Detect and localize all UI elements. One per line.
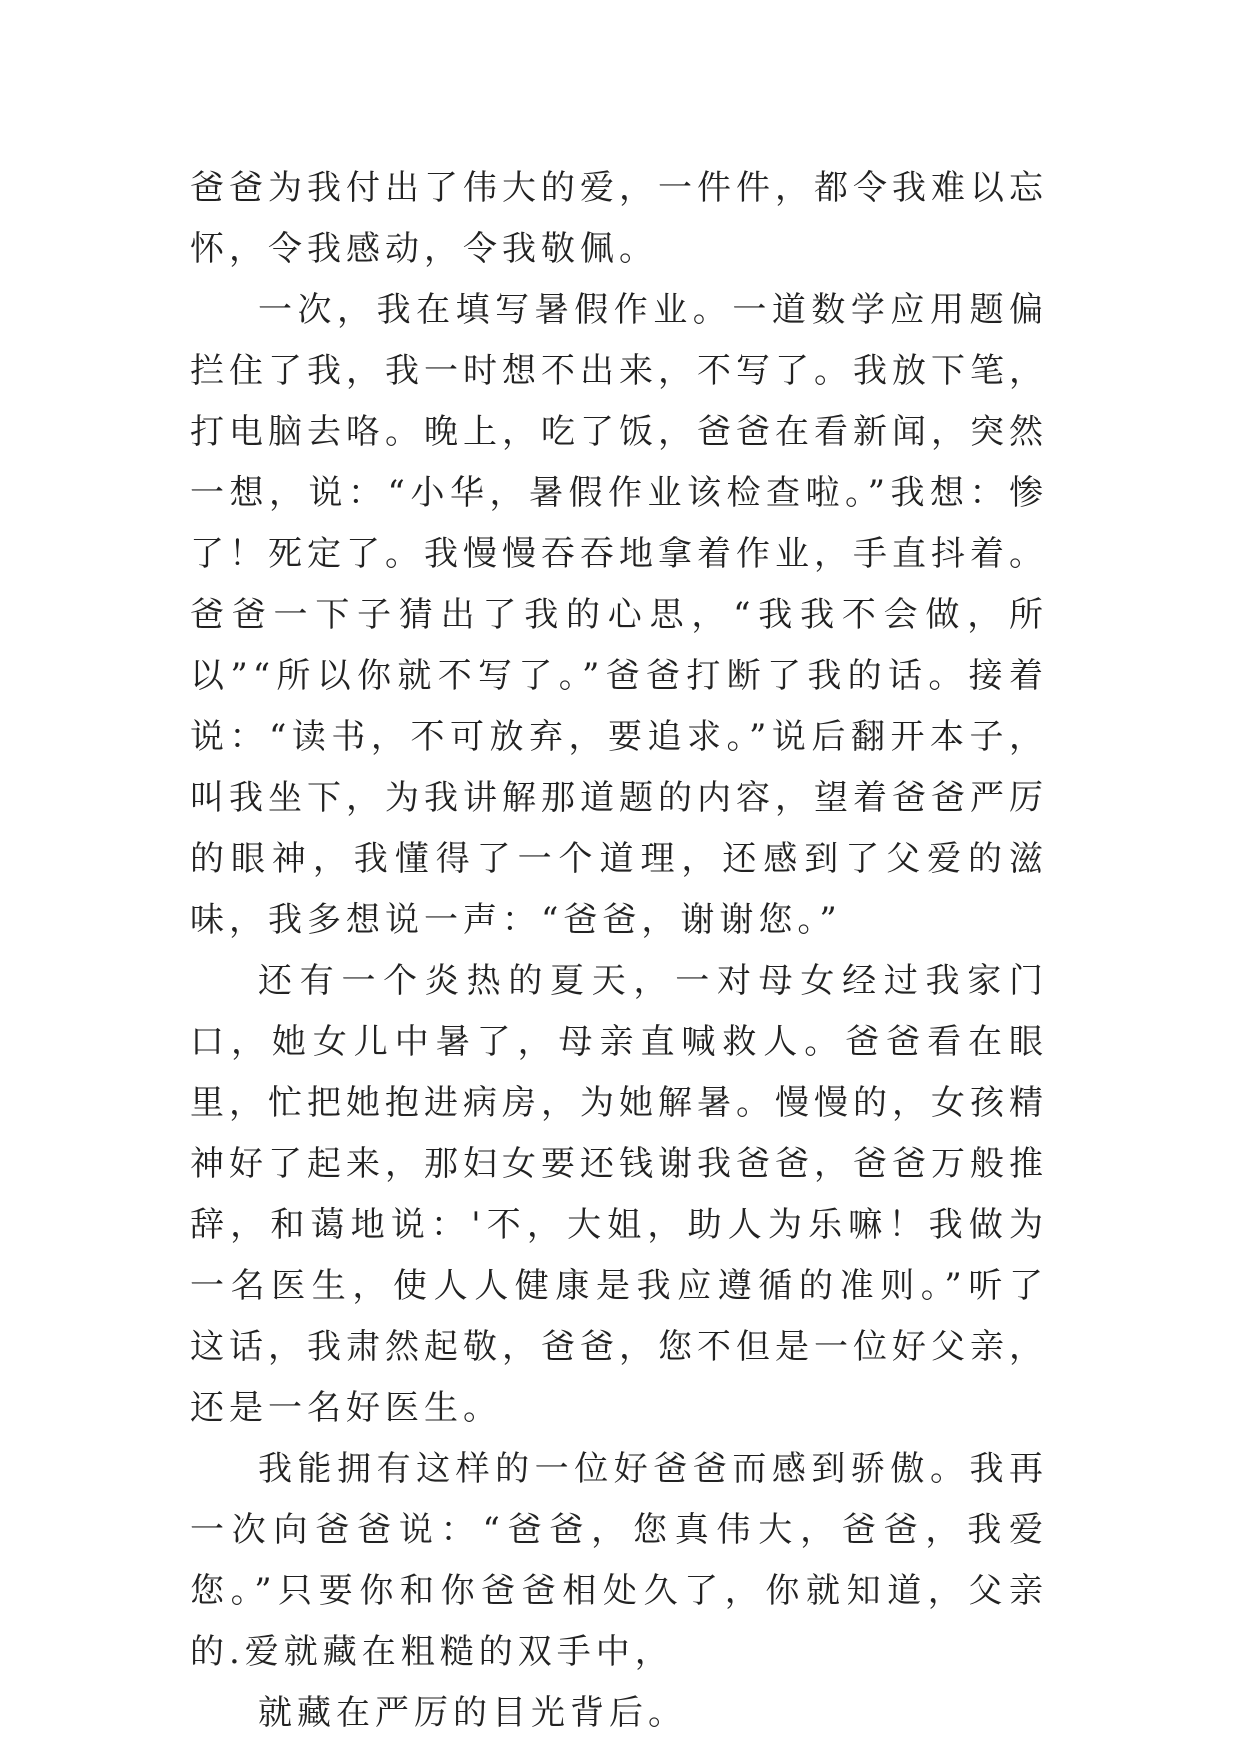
paragraph-5: 就藏在严厉的目光背后。	[258, 1693, 687, 1733]
paragraph-4: 我能拥有这样的一位好爸爸而感到骄傲。我再一次向爸爸说：“爸爸，您真伟大，爸爸，我爱您。”只要你和你爸爸相处久了，你就知道，父亲的.爱就藏在粗糙的双手中，	[190, 1449, 1048, 1672]
paragraph-3: 还有一个炎热的夏天，一对母女经过我家门口，她女儿中暑了，母亲直喊救人。爸爸看在眼里，忙把她抱进病房，为她解暑。慢慢的，女孩精神好了起来，那妇女要还钱谢我爸爸，爸爸万般推辞，和蔼地说：'不，大姐，助人为乐嘛！我做为一名医生，使人人健康是我应遵循的准则。”听了这话，我肃然起敬，爸爸，您不但是一位好父亲，还是一名好医生。	[190, 961, 1048, 1428]
document-body	[190, 158, 1048, 1744]
paragraph-1: 爸爸为我付出了伟大的爱，一件件，都令我难以忘怀，令我感动，令我敬佩。	[190, 168, 1048, 269]
paragraph-2: 一次，我在填写暑假作业。一道数学应用题偏拦住了我，我一时想不出来，不写了。我放下笔，打电脑去咯。晚上，吃了饭，爸爸在看新闻，突然一想，说：“小华，暑假作业该检查啦。”我想：惨了！死定了。我慢慢吞吞地拿着作业，手直抖着。爸爸一下子猜出了我的心思，“我我不会做，所以”“所以你就不写了。”爸爸打断了我的话。接着说：“读书，不可放弃，要追求。”说后翻开本子，叫我坐下，为我讲解那道题的内容，望着爸爸严厉的眼神，我懂得了一个道理，还感到了父爱的滋味，我多想说一声：“爸爸，谢谢您。”	[190, 290, 1048, 940]
